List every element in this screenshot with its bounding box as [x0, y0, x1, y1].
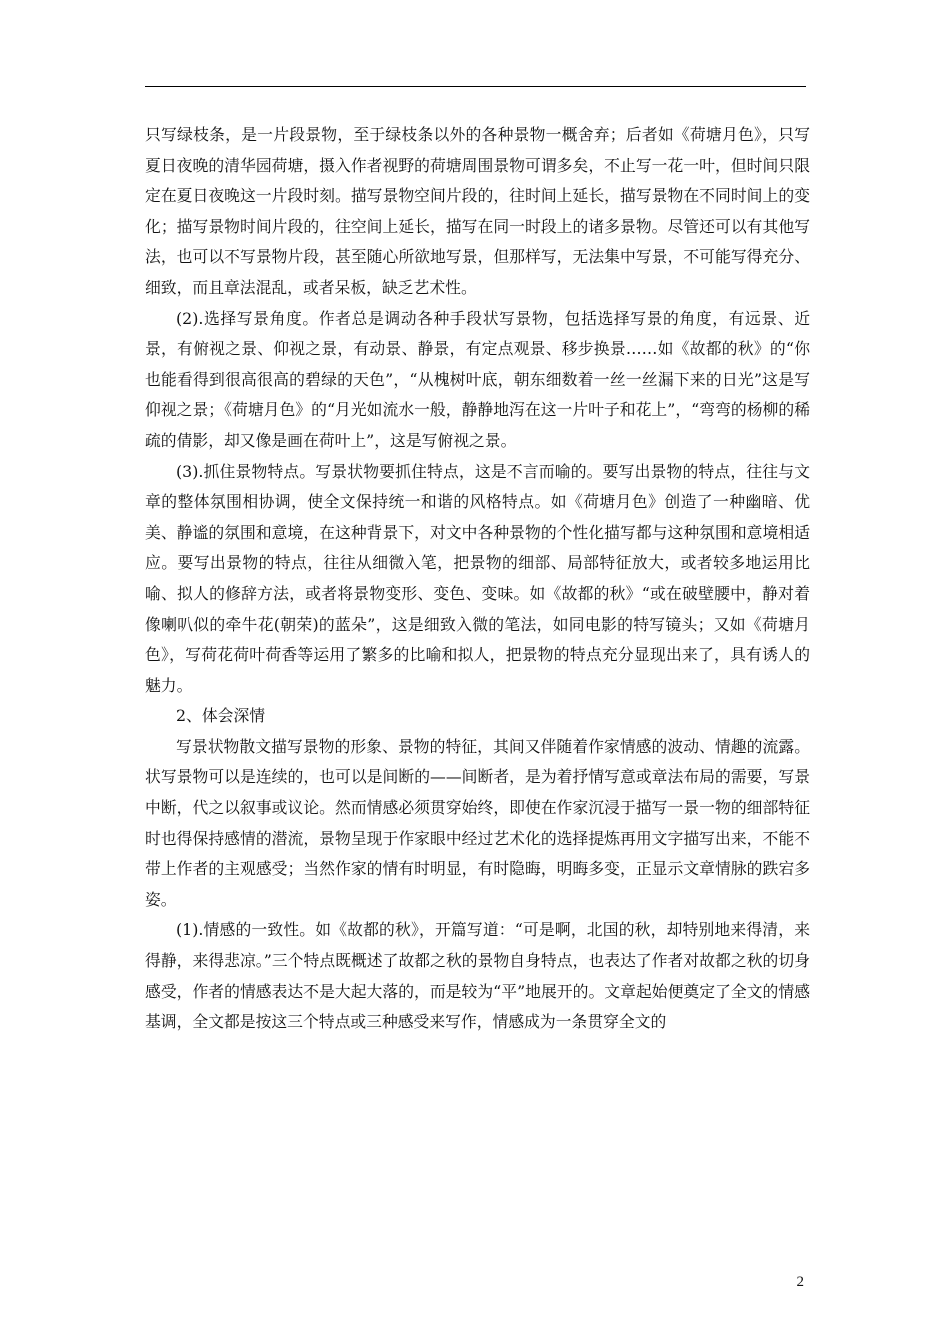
section-heading: 2、体会深情 [176, 706, 266, 726]
paragraph: 写景状物散文描写景物的形象、景物的特征，其间又伴随着作家情感的波动、情趣的流露。状写景物可以是连续的，也可以是间断的——间断者，是为着抒情写意或章法布局的需要，写景中断，代之以叙事或议论。然而情感必须贯穿始终，即使在作家沉浸于描写一景一物的细部特征时也得保持感情的潜流，景物呈现于作家眼中经过艺术化的选择提炼再用文字描写出来，不能不带上作者的主观感受；当然作家的情有时明显，有时隐晦，明晦多变，正显示文章情脉的跌宕多姿。 [145, 736, 810, 909]
header-rule [145, 86, 806, 87]
paragraph: 只写绿枝条，是一片段景物，至于绿枝条以外的各种景物一概舍弃；后者如《荷塘月色》，只写夏日夜晚的清华园荷塘，摄入作者视野的荷塘周围景物可谓多矣，不止写一花一叶，但时间只限定在夏日夜晚这一片段时刻。描写景物空间片段的，往时间上延长，描写景物在不同时间上的变化；描写景物时间片段的，往空间上延长，描写在同一时段上的诸多景物。尽管还可以有其他写法，也可以不写景物片段，甚至随心所欲地写景，但那样写，无法集中写景，不可能写得充分、细致，而且章法混乱，或者呆板，缺乏艺术性。 [145, 125, 810, 297]
paragraph: (1).情感的一致性。如《故都的秋》，开篇写道：“可是啊，北国的秋，却特别地来得清，来得静，来得悲凉。”三个特点既概述了故都之秋的景物自身特点，也表达了作者对故都之秋的切身感受，作者的情感表达不是大起大落的，而是较为“平”地展开的。文章起始便奠定了全文的情感基调，全文都是按这三个特点或三种感受来写作，情感成为一条贯穿全文的 [145, 920, 810, 1032]
paragraph: (2).选择写景角度。作者总是调动各种手段状写景物，包括选择写景的角度，有远景、近景，有俯视之景、仰视之景，有动景、静景，有定点观景、移步换景……如《故都的秋》的“你也能看得到很高很高的碧绿的天色”，“从槐树叶底，朝东细数着一丝一丝漏下来的日光”这是写仰视之景；《荷塘月色》的“月光如流水一般，静静地泻在这一片叶子和花上”，“弯弯的杨柳的稀疏的倩影，却又像是画在荷叶上”，这是写俯视之景。 [145, 308, 810, 450]
body-text [145, 120, 810, 1038]
paragraph: (3).抓住景物特点。写景状物要抓住特点，这是不言而喻的。要写出景物的特点，往往与文章的整体氛围相协调，使全文保持统一和谐的风格特点。如《荷塘月色》创造了一种幽暗、优美、静谧的氛围和意境，在这种背景下，对文中各种景物的个性化描写都与这种氛围和意境相适应。要写出景物的特点，往往从细微入笔，把景物的细部、局部特征放大，或者较多地运用比喻、拟人的修辞方法，或者将景物变形、变色、变味。如《故都的秋》“或在破壁腰中，静对着像喇叭似的牵牛花(朝荣)的蓝朵”，这是细致入微的笔法，如同电影的特写镜头；又如《荷塘月色》，写荷花荷叶荷香等运用了繁多的比喻和拟人，把景物的特点充分显现出来了，具有诱人的魅力。 [145, 461, 810, 695]
page-number: 2 [796, 1274, 804, 1290]
